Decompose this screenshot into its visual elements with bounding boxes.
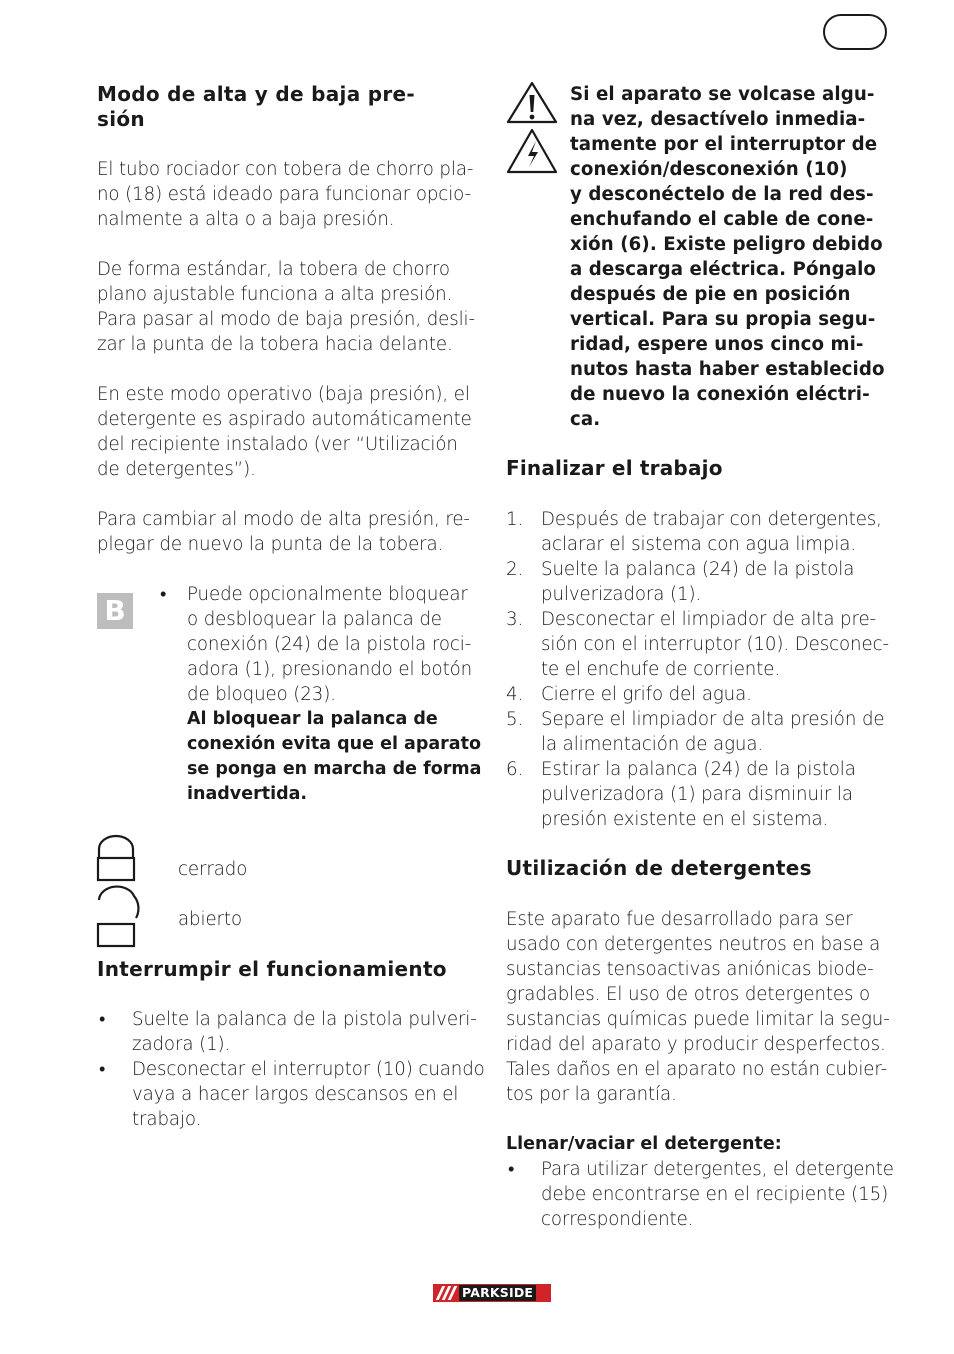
paragraph-low-pressure: En este modo operativo (baja presión), el detergente es aspirado automáticamente del recipiente instalado (ver “Utilización de detergentes”). [97, 384, 472, 480]
bullet-marker: • [99, 1059, 106, 1080]
heading-detergents: Utilización de detergentes [506, 856, 812, 880]
figure-b-badge: B [97, 593, 133, 629]
brand-name: PARKSIDE [459, 1285, 536, 1301]
step-item: 4. Cierre el grifo del agua. [506, 684, 752, 705]
finish-steps-list [506, 507, 896, 832]
step-number: 2. [506, 559, 524, 580]
warning-triangle-icon [505, 80, 559, 178]
interrupt-item: • Suelte la palanca de la pistola pulveri- zadora (1). [99, 1009, 477, 1055]
step-number: 1. [506, 509, 524, 530]
language-badge [823, 14, 887, 50]
bullet-marker: • [160, 584, 167, 605]
heading-finish-work: Finalizar el trabajo [506, 456, 723, 480]
paragraph-high-pressure: Para cambiar al modo de alta presión, re- plegar de nuevo la punta de la tobera. [97, 509, 470, 555]
parkside-logo [433, 1284, 551, 1302]
step-item: 2. Suelte la palanca (24) de la pistola pulverizadora (1). [506, 559, 855, 605]
lock-open-label: abierto [178, 909, 242, 930]
paragraph-standard-mode: De forma estándar, la tobera de chorro plano ajustable funciona a alta presión. Para pasar al modo de baja presión, desli- zar la punta de la tobera hacia delante. [97, 259, 475, 355]
lock-closed-icon [96, 834, 138, 884]
step-item: 6. Estirar la palanca (24) de la pistola pulverizadora (1) para disminuir la presión existente en el sistema. [506, 759, 856, 830]
lock-open-icon [96, 884, 152, 950]
fill-bullet-item: • Para utilizar detergentes, el detergente debe encontrarse en el recipiente (15) correspondiente. [508, 1159, 894, 1230]
paragraph-detergents: Este aparato fue desarrollado para ser usado con detergentes neutros en base a sustancias tensoactivas aniónicas biode- gradables. El uso de otros detergentes o sustancias químicas puede limitar la segu- ridad del aparato y producir desperfectos. Tales daños en el aparato no están cubier- tos por la garantía. [506, 909, 890, 1105]
bullet-marker: • [99, 1009, 106, 1030]
step-item: 3. Desconectar el limpiador de alta pre- sión con el interruptor (10). Desconec- te el enchufe de corriente. [506, 609, 889, 680]
lock-note: Al bloquear la palanca de conexión evita que el aparato se ponga en marcha de forma inadvertida. [187, 709, 482, 804]
heading-pressure-mode: Modo de alta y de baja pre- sión [97, 82, 415, 131]
step-item: 5. Separe el limpiador de alta presión de la alimentación de agua. [506, 709, 885, 755]
subheading-fill-empty: Llenar/vaciar el detergente: [506, 1134, 782, 1154]
bullet-marker: • [508, 1159, 515, 1180]
step-number: 4. [506, 684, 524, 705]
heading-interrupt: Interrumpir el funcionamiento [97, 957, 447, 981]
warning-text: Si el aparato se volcase algu- na vez, desactívelo inmedia- tamente por el interruptor de conexión/desconexión (10) y desconéctelo de la red des- enchufando el cable de cone- xión (6). Existe peligro debido a descarga eléctrica. Póngalo después de pie en posición vertical. Para su propia segu- ridad, espere unos cinco mi- nutos hasta haber establecido de nuevo la conexión eléctri- ca. [570, 84, 885, 430]
step-number: 3. [506, 609, 524, 630]
paragraph-nozzle-intro: El tubo rociador con tobera de chorro pla- no (18) está ideado para funcionar opcio- nalmente a alta o a baja presión. [97, 159, 474, 230]
step-number: 6. [506, 759, 524, 780]
lock-closed-label: cerrado [178, 859, 248, 880]
step-number: 5. [506, 709, 524, 730]
interrupt-item: • Desconectar el interruptor (10) cuando vaya a hacer largos descansos en el trabajo. [99, 1059, 485, 1130]
step-item: 1. Después de trabajar con detergentes, aclarar el sistema con agua limpia. [506, 509, 882, 555]
lock-bullet-item: • Puede opcionalmente bloquear o desbloquear la palanca de conexión (24) de la pistola roci- adora (1), presionando el botón de bloqueo (23). [160, 584, 473, 705]
logo-stripes [433, 1284, 459, 1302]
